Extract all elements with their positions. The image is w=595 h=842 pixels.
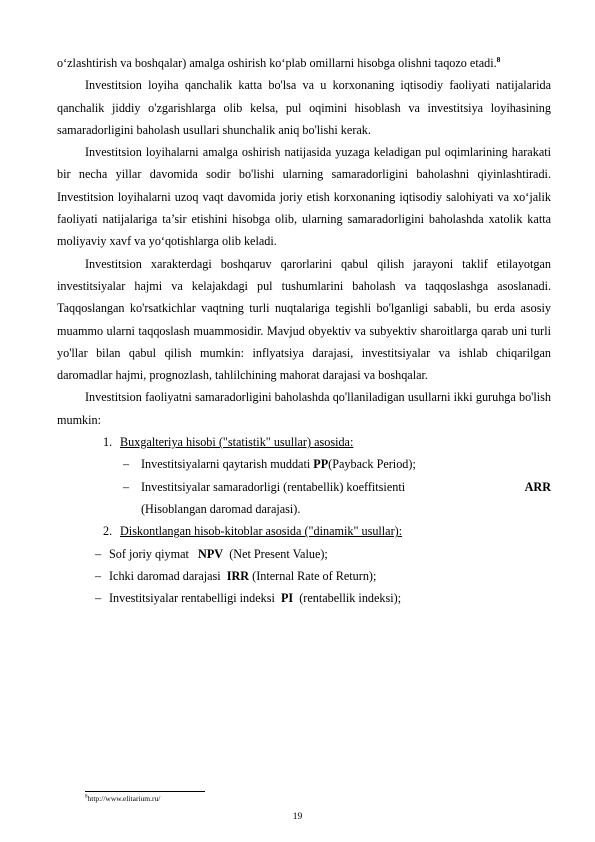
item-text [109, 587, 401, 609]
footnote-mark: 8 [85, 794, 88, 800]
abbreviation: PI [280, 591, 294, 606]
item-text [141, 476, 551, 521]
sub-list-item [123, 453, 551, 475]
footnote-link[interactable]: http://www.elitarium.ru/ [87, 794, 161, 803]
item-text-after: (rentabellik indeksi); [293, 591, 402, 606]
sub-list-discounted [57, 543, 551, 610]
list-item-discounted-methods [103, 520, 551, 542]
abbreviation: ARR [524, 479, 551, 494]
paragraph-text: o‘zlashtirish va boshqalar) amalga oshirish ko‘plab omillarni hisobga olishni taqozo etadi. [57, 56, 497, 70]
dash-bullet: – [95, 546, 102, 561]
paragraph-2: Investitsion loyiha qanchalik katta bo'lsa va u korxonaning iqtisodiy faoliyati natijalarida qanchalik jiddiy o'zgarishlarga olib kelsa, pul oqimini hisoblash va investitsiya loyihasining samaradorligini baholash usullari shunchalik aniq bo'lishi kerak. [57, 78, 551, 137]
footnote-ref[interactable]: 8 [496, 54, 501, 64]
item-text-after: (Hisoblangan daromad darajasi). [141, 501, 301, 516]
item-text-before: Investitsiyalar rentabelligi indeksi [109, 591, 281, 606]
item-text-before: Sof joriy qiymat [109, 546, 199, 561]
body-text [57, 52, 551, 609]
paragraph-3: Investitsion loyihalarni amalga oshirish natijasida yuzaga keladigan pul oqimlarining harakati bir necha yillar davomida sodir bo'lishi ularning samaradorligini baholashni qiyinlashtiradi. Investitsion loyihalarni uzoq vaqt davomida joriy etish korxonaning iqtisodiy salohiyati va xo‘jalik faoliyati natijalariga ta’sir etishini hisobga olib, ularning samaradorligini baholashda xatolik katta moliyaviy xavf va yo‘qotishlarga olib keladi. [57, 145, 551, 249]
sub-list-item [95, 565, 551, 587]
paragraph-5: Investitsion faoliyatni samaradorligini baholashda qo'llaniladigan usullarni ikki guruhga bo'lish mumkin: [57, 390, 551, 427]
item-text [109, 565, 376, 587]
sub-list-item [95, 543, 551, 565]
list-item-accounting-methods [103, 431, 551, 453]
sub-list-item [123, 476, 551, 521]
dash-bullet: – [95, 568, 102, 583]
dash-bullet: – [123, 457, 130, 472]
list-number: 2. [103, 524, 113, 539]
paragraph-4: Investitsion xarakterdagi boshqaruv qarorlarini qabul qilish jarayoni taklif etilayotgan investitsiyalar hajmi va kelajakdagi pul tushumlarini baholash va taqqoslashga asoslanadi. Taqqoslangan ko'rsatkichlar vaqtning turli nuqtalariga tegishli bo'lganligi sababli, bu erda asosiy muammo ularni taqqoslash muammosidir. Mavjud obyektiv va subyektiv sharoitlarga qarab uni turli yo'llar bilan qabul qilish mumkin: inflyatsiya darajasi, investitsiyalar va ishlab chiqarilgan daromadlar hajmi, prognozlash, tahlilchining mahorat darajasi va boshqalar. [57, 256, 551, 383]
item-text-before: Investitsiyalarni qaytarish muddati [141, 457, 314, 472]
item-text-before: Ichki daromad darajasi [109, 568, 227, 583]
footnote-separator [85, 791, 205, 792]
item-text-after: (Internal Rate of Return); [249, 568, 377, 583]
abbreviation: NPV [198, 546, 224, 561]
item-text-after: (Payback Period); [328, 457, 416, 472]
list-number: 1. [103, 435, 113, 450]
item-text [141, 453, 551, 475]
abbreviation: IRR [226, 568, 250, 583]
list-heading: Diskontlangan hisob-kitoblar asosida ("dinamik" usullar): [120, 524, 403, 539]
dash-bullet: – [123, 479, 130, 494]
sub-list-accounting [57, 453, 551, 520]
sub-list-item [95, 587, 551, 609]
item-text [109, 543, 328, 565]
page-number: 19 [292, 812, 303, 822]
dash-bullet: – [95, 591, 102, 606]
list-heading: Buxgalteriya hisobi ("statistik" usullar) asosida: [120, 435, 354, 450]
footnote [85, 794, 160, 804]
item-text-after: (Net Present Value); [223, 546, 328, 561]
abbreviation: PP [313, 457, 329, 472]
paragraph-continuation [57, 52, 551, 74]
item-text-before: Investitsiyalar samaradorligi (rentabellik) koeffitsienti [141, 479, 406, 494]
